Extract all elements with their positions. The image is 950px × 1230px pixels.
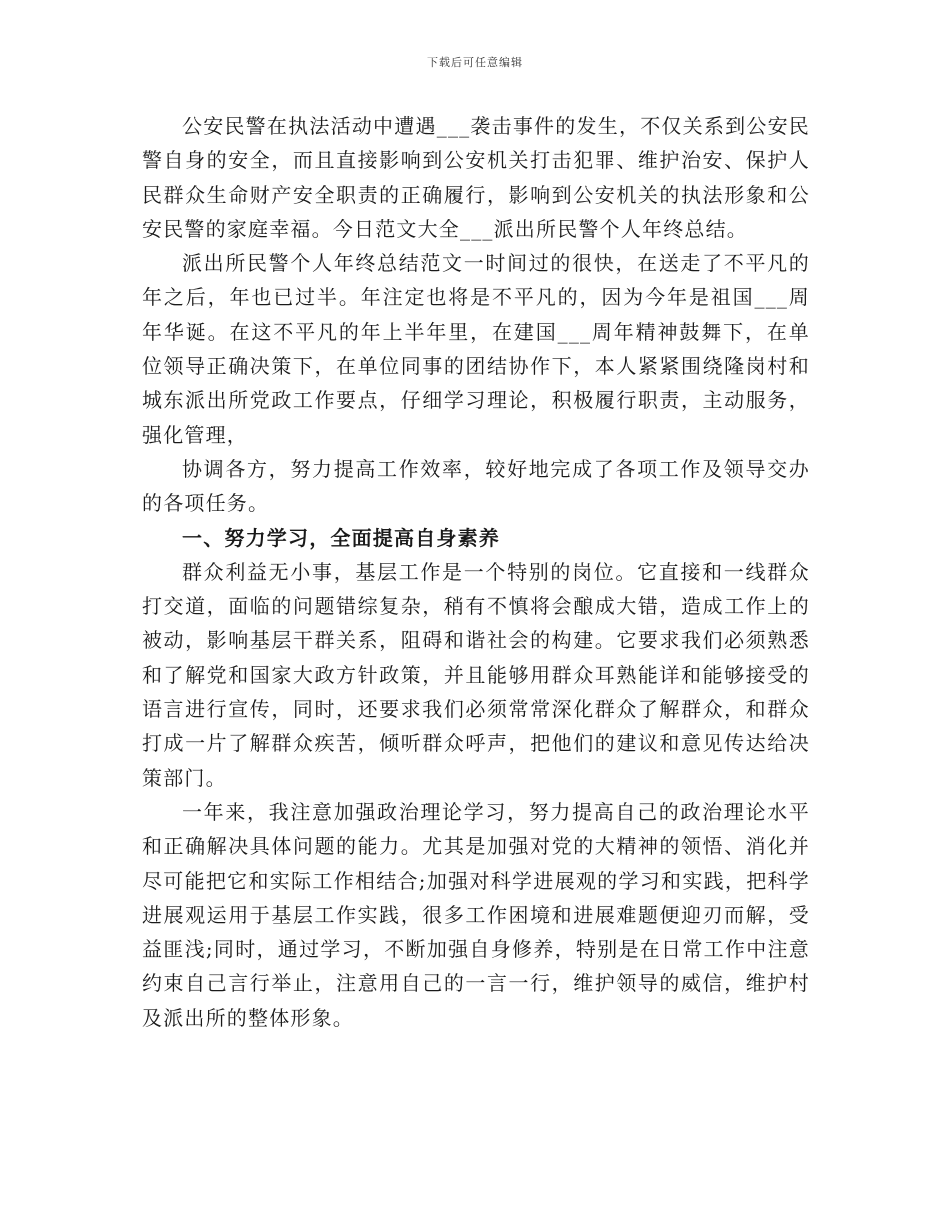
paragraph-grassroots-work: 群众利益无小事，基层工作是一个特别的岗位。它直接和一线群众打交道，面临的问题错综复杂，稍有不慎将会酿成大错，造成工作上的被动，影响基层干群关系，阻碍和谐社会的构建。它要求我们必须熟悉和了解党和国家大政方针政策，并且能够用群众耳熟能详和能够接受的语言进行宣传，同时，还要求我们必须常常深化群众了解群众，和群众打成一片了解群众疾苦，倾听群众呼声，把他们的建议和意见传达给决策部门。: [142, 559, 810, 790]
document-body: [142, 109, 810, 1035]
section-heading-study: 一、努力学习，全面提高自身素养: [182, 525, 500, 550]
paragraph-intro: 公安民警在执法活动中遭遇___袭击事件的发生，不仅关系到公安民警自身的安全，而且直接影响到公安机关打击犯罪、维护治安、保护人民群众生命财产安全职责的正确履行，影响到公安机关的执法形象和公安民警的家庭幸福。今日范文大全___派出所民警个人年终总结。: [142, 114, 810, 241]
page-header-note: 下载后可任意编辑: [427, 56, 523, 69]
paragraph-summary-opening: 派出所民警个人年终总结范文一时间过的很快，在送走了不平凡的年之后，年也已过半。年注定也将是不平凡的，因为今年是祖国___周年华诞。在这不平凡的年上半年里，在建国___周年精神鼓舞下，在单位领导正确决策下，在单位同事的团结协作下，本人紧紧围绕隆岗村和城东派出所党政工作要点，仔细学习理论，积极履行职责，主动服务，强化管理，: [142, 251, 810, 447]
paragraph-political-study: 一年来，我注意加强政治理论学习，努力提高自己的政治理论水平和正确解决具体问题的能力。尤其是加强对党的大精神的领悟、消化并尽可能把它和实际工作相结合;加强对科学进展观的学习和实践，把科学进展观运用于基层工作实践，很多工作困境和进展难题便迎刃而解，受益匪浅;同时，通过学习，不断加强自身修养，特别是在日常工作中注意约束自己言行举止，注意用自己的一言一行，维护领导的威信，维护村及派出所的整体形象。: [142, 799, 810, 1030]
paragraph-summary-continued: 协调各方，努力提高工作效率，较好地完成了各项工作及领导交办的各项任务。: [142, 456, 810, 516]
